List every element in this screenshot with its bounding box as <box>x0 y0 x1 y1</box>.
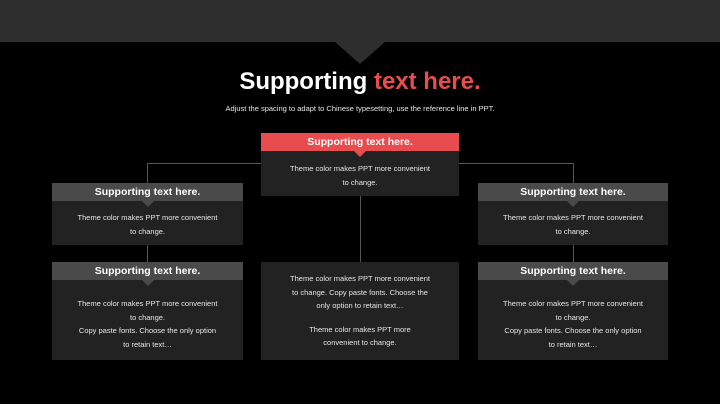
node-body-line: only option to retain text… <box>316 301 404 310</box>
node-body-line: to retain text… <box>548 339 598 349</box>
node-body-line: Theme color makes PPT more convenient <box>503 213 643 222</box>
connector-line <box>147 163 261 164</box>
node-body-line: to change. <box>555 312 591 322</box>
node-heading: Supporting text here. <box>52 183 243 201</box>
node-body <box>478 297 668 351</box>
node-body-line: Theme color makes PPT more convenient <box>77 299 218 308</box>
node-heading: Supporting text here. <box>52 262 243 280</box>
connector-line <box>459 163 573 164</box>
connector-line <box>147 245 148 262</box>
top-banner <box>0 0 720 42</box>
node-body <box>261 272 459 350</box>
node-body-line: Theme color makes PPT more convenient <box>503 299 643 308</box>
node-notch <box>142 201 154 207</box>
node-body-line: to change. <box>555 226 591 236</box>
slide-title-main: Supporting <box>239 68 368 95</box>
node-body-line: Copy paste fonts. Choose the only option <box>78 326 217 335</box>
node-body <box>52 297 243 351</box>
node-body-line: Theme color makes PPT more convenient <box>290 164 430 173</box>
node-body-line: Theme color makes PPT more convenient <box>290 274 430 283</box>
node-body-line: Theme color makes PPT more convenient <box>77 213 218 222</box>
node-notch <box>354 151 366 157</box>
node-body-line: Theme color makes PPT more <box>309 324 411 334</box>
node-body-line: to retain text… <box>123 339 172 349</box>
node-body <box>52 211 243 238</box>
node-body <box>261 162 459 189</box>
node-body-line: convenient to change. <box>323 338 397 347</box>
node-top-center <box>261 133 459 196</box>
connector-line <box>573 163 574 183</box>
node-body-line: to change. <box>342 177 378 187</box>
node-body-line: to change. Copy paste fonts. Choose the <box>292 287 428 297</box>
node-heading: Supporting text here. <box>261 133 459 151</box>
node-bottom-center <box>261 262 459 360</box>
node-body <box>478 211 668 238</box>
node-notch <box>567 201 579 207</box>
node-heading: Supporting text here. <box>478 183 668 201</box>
node-bottom-left <box>52 262 243 360</box>
top-banner-notch <box>335 42 385 64</box>
node-body-line: Copy paste fonts. Choose the only option <box>504 326 642 335</box>
connector-line <box>360 196 361 262</box>
slide-subtitle: Adjust the spacing to adapt to Chinese typesetting, use the reference line in PPT. <box>225 104 495 113</box>
node-notch <box>142 280 154 286</box>
node-bottom-right <box>478 262 668 360</box>
slide-title-accent: text here. <box>373 68 481 95</box>
connector-line <box>573 245 574 262</box>
node-mid-left <box>52 183 243 245</box>
node-mid-right <box>478 183 668 245</box>
connector-line <box>147 163 148 183</box>
node-heading: Supporting text here. <box>478 262 668 280</box>
node-notch <box>567 280 579 286</box>
node-body-line: to change. <box>129 226 166 236</box>
node-body-line: to change. <box>129 312 166 322</box>
slide-title <box>0 68 720 96</box>
